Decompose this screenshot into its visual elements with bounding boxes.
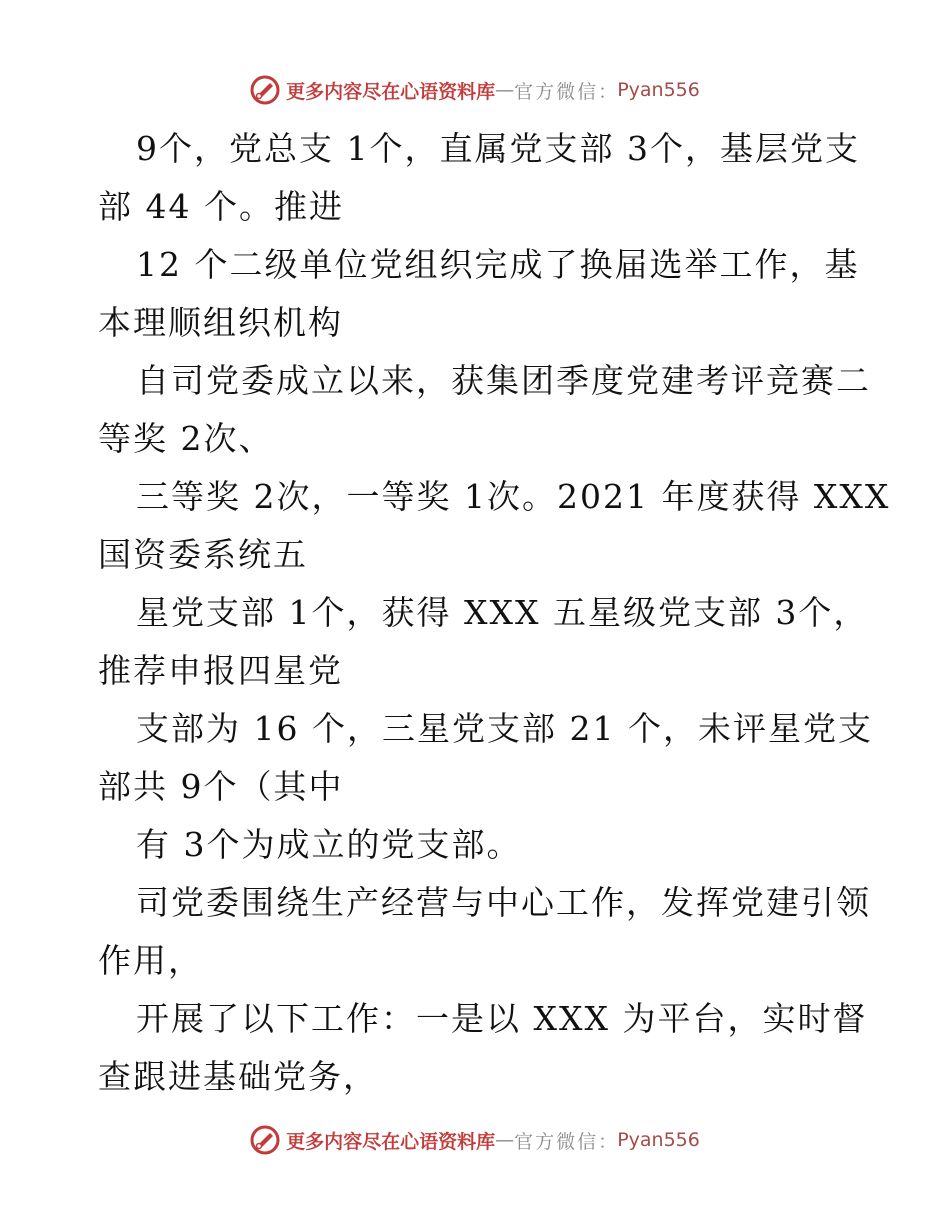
body-line: 等奖 2次、 bbox=[98, 419, 274, 458]
body-line: 有 3个为成立的党支部。 bbox=[136, 825, 522, 864]
body-line: 三等奖 2次，一等奖 1次。2021 年度获得 XXX bbox=[136, 477, 891, 516]
document-body bbox=[98, 120, 891, 1106]
banner-dash: — bbox=[495, 1129, 515, 1151]
body-line: 司党委围绕生产经营与中心工作，发挥党建引领 bbox=[136, 883, 871, 922]
banner-wechat-label: 官方微信 bbox=[514, 80, 599, 103]
banner-dash: — bbox=[495, 79, 515, 101]
banner-account: Pyan556 bbox=[617, 1129, 700, 1151]
body-line: 查跟进基础党务， bbox=[98, 1057, 378, 1096]
body-line: 星党支部 1个，获得 XXX 五星级党支部 3个， bbox=[136, 593, 869, 632]
footer-banner bbox=[0, 1122, 950, 1158]
banner-account: Pyan556 bbox=[617, 79, 700, 101]
banner-colon: ： bbox=[598, 80, 618, 103]
body-line: 国资委系统五 bbox=[98, 535, 308, 574]
logo-icon bbox=[250, 1125, 280, 1155]
body-line: 本理顺组织机构 bbox=[98, 303, 343, 342]
header-banner bbox=[0, 72, 950, 108]
banner-wechat-label: 官方微信 bbox=[514, 1130, 599, 1153]
body-line: 12 个二级单位党组织完成了换届选举工作，基 bbox=[136, 245, 860, 284]
body-line: 部 44 个。推进 bbox=[98, 187, 344, 226]
body-line: 开展了以下工作：一是以 XXX 为平台，实时督 bbox=[136, 999, 868, 1038]
body-line: 推荐申报四星党 bbox=[98, 651, 343, 690]
body-line: 支部为 16 个，三星党支部 21 个，未评星党支 bbox=[136, 709, 873, 748]
banner-main-text: 更多内容尽在心语资料库 bbox=[286, 80, 496, 103]
body-line: 部共 9个（其中 bbox=[98, 767, 344, 806]
banner-colon: ： bbox=[598, 1130, 618, 1153]
body-line: 9个，党总支 1个，直属党支部 3个，基层党支 bbox=[136, 129, 860, 168]
banner-main-text: 更多内容尽在心语资料库 bbox=[286, 1130, 496, 1153]
body-line: 自司党委成立以来，获集团季度党建考评竞赛二 bbox=[136, 361, 871, 400]
logo-icon bbox=[250, 75, 280, 105]
body-line: 作用， bbox=[98, 941, 203, 980]
